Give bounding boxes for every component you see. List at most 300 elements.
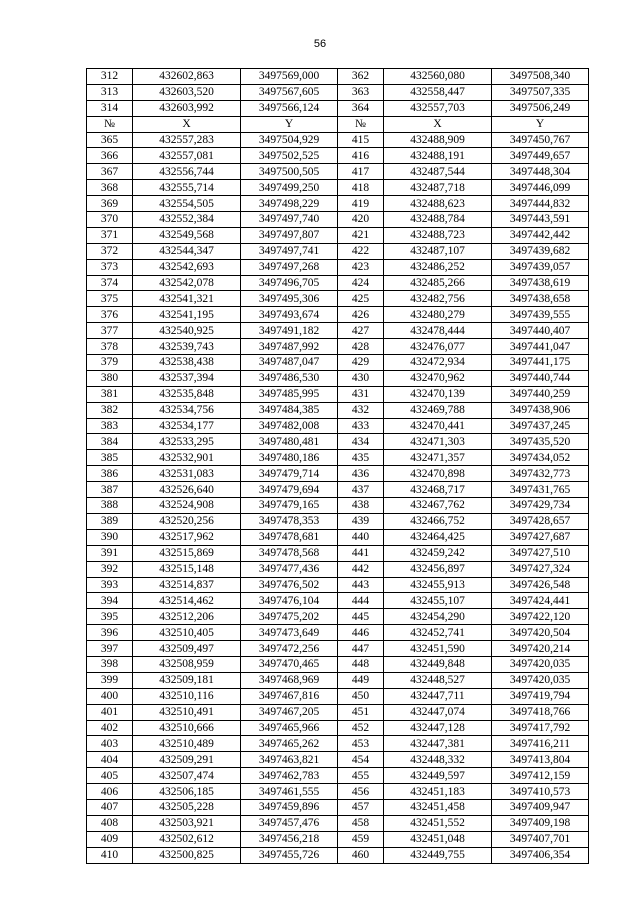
point-number-cell: 438 bbox=[338, 498, 384, 514]
table-row bbox=[87, 212, 589, 228]
point-number-cell: 406 bbox=[87, 784, 133, 800]
x-coordinate-cell: 432514,837 bbox=[133, 577, 241, 593]
x-coordinate-cell: 432488,623 bbox=[384, 196, 492, 212]
x-coordinate-cell: 432557,283 bbox=[133, 132, 241, 148]
table-row bbox=[87, 243, 589, 259]
y-coordinate-cell: 3497427,324 bbox=[492, 561, 589, 577]
x-coordinate-cell: 432452,741 bbox=[384, 625, 492, 641]
x-coordinate-cell: 432486,252 bbox=[384, 259, 492, 275]
table-row bbox=[87, 545, 589, 561]
table-row bbox=[87, 784, 589, 800]
x-coordinate-cell: 432451,458 bbox=[384, 799, 492, 815]
point-number-cell: 312 bbox=[87, 69, 133, 85]
y-coordinate-cell: 3497412,159 bbox=[492, 768, 589, 784]
page-number: 56 bbox=[313, 38, 327, 50]
x-coordinate-cell: 432488,909 bbox=[384, 132, 492, 148]
y-coordinate-cell: 3497440,407 bbox=[492, 323, 589, 339]
y-coordinate-cell: 3497495,306 bbox=[241, 291, 338, 307]
y-coordinate-cell: 3497463,821 bbox=[241, 752, 338, 768]
point-number-cell: 416 bbox=[338, 148, 384, 164]
y-coordinate-cell: Y bbox=[241, 116, 338, 132]
table-row bbox=[87, 291, 589, 307]
y-coordinate-cell: 3497498,229 bbox=[241, 196, 338, 212]
point-number-cell: 372 bbox=[87, 243, 133, 259]
point-number-cell: 422 bbox=[338, 243, 384, 259]
y-coordinate-cell: 3497493,674 bbox=[241, 307, 338, 323]
table-row bbox=[87, 561, 589, 577]
point-number-cell: 400 bbox=[87, 688, 133, 704]
y-coordinate-cell: 3497457,476 bbox=[241, 815, 338, 831]
x-coordinate-cell: 432454,290 bbox=[384, 609, 492, 625]
x-coordinate-cell: 432537,394 bbox=[133, 370, 241, 386]
x-coordinate-cell: 432540,925 bbox=[133, 323, 241, 339]
point-number-cell: 387 bbox=[87, 482, 133, 498]
point-number-cell: 427 bbox=[338, 323, 384, 339]
point-number-cell: 419 bbox=[338, 196, 384, 212]
table-row bbox=[87, 164, 589, 180]
x-coordinate-cell: 432509,181 bbox=[133, 672, 241, 688]
y-coordinate-cell: 3497486,530 bbox=[241, 370, 338, 386]
table-row bbox=[87, 259, 589, 275]
x-coordinate-cell: 432558,447 bbox=[384, 84, 492, 100]
y-coordinate-cell: 3497449,657 bbox=[492, 148, 589, 164]
x-coordinate-cell: 432542,693 bbox=[133, 259, 241, 275]
point-number-cell: 439 bbox=[338, 513, 384, 529]
y-coordinate-cell: 3497438,906 bbox=[492, 402, 589, 418]
x-coordinate-cell: 432447,711 bbox=[384, 688, 492, 704]
x-coordinate-cell: 432555,714 bbox=[133, 180, 241, 196]
y-coordinate-cell: 3497506,249 bbox=[492, 100, 589, 116]
x-coordinate-cell: 432510,491 bbox=[133, 704, 241, 720]
table-row bbox=[87, 434, 589, 450]
x-coordinate-cell: 432526,640 bbox=[133, 482, 241, 498]
y-coordinate-cell: 3497439,555 bbox=[492, 307, 589, 323]
x-coordinate-cell: 432533,295 bbox=[133, 434, 241, 450]
point-number-cell: 410 bbox=[87, 847, 133, 863]
y-coordinate-cell: 3497478,681 bbox=[241, 529, 338, 545]
y-coordinate-cell: 3497478,568 bbox=[241, 545, 338, 561]
y-coordinate-cell: 3497450,767 bbox=[492, 132, 589, 148]
table-row bbox=[87, 370, 589, 386]
point-number-cell: 432 bbox=[338, 402, 384, 418]
point-number-cell: 458 bbox=[338, 815, 384, 831]
table-row bbox=[87, 688, 589, 704]
x-coordinate-cell: 432532,901 bbox=[133, 450, 241, 466]
table-row bbox=[87, 593, 589, 609]
point-number-cell: 398 bbox=[87, 656, 133, 672]
y-coordinate-cell: 3497441,175 bbox=[492, 355, 589, 371]
x-coordinate-cell: 432451,590 bbox=[384, 641, 492, 657]
x-coordinate-cell: 432487,107 bbox=[384, 243, 492, 259]
table-row bbox=[87, 402, 589, 418]
point-number-cell: 407 bbox=[87, 799, 133, 815]
x-coordinate-cell: 432541,195 bbox=[133, 307, 241, 323]
x-coordinate-cell: 432510,116 bbox=[133, 688, 241, 704]
table-row bbox=[87, 196, 589, 212]
table-row bbox=[87, 768, 589, 784]
point-number-cell: 388 bbox=[87, 498, 133, 514]
y-coordinate-cell: 3497462,783 bbox=[241, 768, 338, 784]
point-number-cell: 444 bbox=[338, 593, 384, 609]
point-number-cell: 433 bbox=[338, 418, 384, 434]
point-number-cell: 431 bbox=[338, 386, 384, 402]
point-number-cell: 428 bbox=[338, 339, 384, 355]
x-coordinate-cell: 432538,438 bbox=[133, 355, 241, 371]
table-row bbox=[87, 69, 589, 85]
y-coordinate-cell: 3497434,052 bbox=[492, 450, 589, 466]
y-coordinate-cell: 3497417,792 bbox=[492, 720, 589, 736]
y-coordinate-cell: 3497441,047 bbox=[492, 339, 589, 355]
y-coordinate-cell: Y bbox=[492, 116, 589, 132]
x-coordinate-cell: 432506,185 bbox=[133, 784, 241, 800]
x-coordinate-cell: 432524,908 bbox=[133, 498, 241, 514]
x-coordinate-cell: 432539,743 bbox=[133, 339, 241, 355]
y-coordinate-cell: 3497467,816 bbox=[241, 688, 338, 704]
x-coordinate-cell: 432602,863 bbox=[133, 69, 241, 85]
x-coordinate-cell: 432542,078 bbox=[133, 275, 241, 291]
x-coordinate-cell: 432531,083 bbox=[133, 466, 241, 482]
point-number-cell: 376 bbox=[87, 307, 133, 323]
table-row bbox=[87, 831, 589, 847]
y-coordinate-cell: 3497477,436 bbox=[241, 561, 338, 577]
point-number-cell: 402 bbox=[87, 720, 133, 736]
y-coordinate-cell: 3497448,304 bbox=[492, 164, 589, 180]
y-coordinate-cell: 3497431,765 bbox=[492, 482, 589, 498]
table-row bbox=[87, 323, 589, 339]
x-coordinate-cell: 432557,703 bbox=[384, 100, 492, 116]
point-number-cell: 374 bbox=[87, 275, 133, 291]
x-coordinate-cell: 432509,291 bbox=[133, 752, 241, 768]
x-coordinate-cell: 432478,444 bbox=[384, 323, 492, 339]
y-coordinate-cell: 3497424,441 bbox=[492, 593, 589, 609]
y-coordinate-cell: 3497569,000 bbox=[241, 69, 338, 85]
table-row bbox=[87, 227, 589, 243]
point-number-cell: 365 bbox=[87, 132, 133, 148]
y-coordinate-cell: 3497410,573 bbox=[492, 784, 589, 800]
point-number-cell: 405 bbox=[87, 768, 133, 784]
y-coordinate-cell: 3497439,682 bbox=[492, 243, 589, 259]
point-number-cell: 443 bbox=[338, 577, 384, 593]
x-coordinate-cell: 432459,242 bbox=[384, 545, 492, 561]
point-number-cell: 397 bbox=[87, 641, 133, 657]
point-number-cell: 375 bbox=[87, 291, 133, 307]
point-number-cell: 394 bbox=[87, 593, 133, 609]
x-coordinate-cell: 432509,497 bbox=[133, 641, 241, 657]
point-number-cell: 390 bbox=[87, 529, 133, 545]
x-coordinate-cell: 432451,183 bbox=[384, 784, 492, 800]
y-coordinate-cell: 3497491,182 bbox=[241, 323, 338, 339]
table-row bbox=[87, 513, 589, 529]
point-number-cell: 371 bbox=[87, 227, 133, 243]
y-coordinate-cell: 3497480,481 bbox=[241, 434, 338, 450]
point-number-cell: 364 bbox=[338, 100, 384, 116]
point-number-cell: 409 bbox=[87, 831, 133, 847]
x-coordinate-cell: 432480,279 bbox=[384, 307, 492, 323]
x-coordinate-cell: 432449,848 bbox=[384, 656, 492, 672]
y-coordinate-cell: 3497465,966 bbox=[241, 720, 338, 736]
y-coordinate-cell: 3497420,504 bbox=[492, 625, 589, 641]
x-coordinate-cell: 432554,505 bbox=[133, 196, 241, 212]
y-coordinate-cell: 3497508,340 bbox=[492, 69, 589, 85]
table-row bbox=[87, 641, 589, 657]
x-coordinate-cell: 432500,825 bbox=[133, 847, 241, 863]
x-coordinate-cell: 432447,074 bbox=[384, 704, 492, 720]
point-number-cell: 442 bbox=[338, 561, 384, 577]
x-coordinate-cell: 432549,568 bbox=[133, 227, 241, 243]
y-coordinate-cell: 3497432,773 bbox=[492, 466, 589, 482]
point-number-cell: 450 bbox=[338, 688, 384, 704]
point-number-cell: 454 bbox=[338, 752, 384, 768]
x-coordinate-cell: 432448,332 bbox=[384, 752, 492, 768]
y-coordinate-cell: 3497475,202 bbox=[241, 609, 338, 625]
x-coordinate-cell: 432476,077 bbox=[384, 339, 492, 355]
table-row bbox=[87, 529, 589, 545]
x-coordinate-cell: 432488,723 bbox=[384, 227, 492, 243]
point-number-cell: 429 bbox=[338, 355, 384, 371]
point-number-cell: 396 bbox=[87, 625, 133, 641]
y-coordinate-cell: 3497470,465 bbox=[241, 656, 338, 672]
y-coordinate-cell: 3497416,211 bbox=[492, 736, 589, 752]
point-number-cell: 420 bbox=[338, 212, 384, 228]
y-coordinate-cell: 3497497,268 bbox=[241, 259, 338, 275]
x-coordinate-cell: 432487,718 bbox=[384, 180, 492, 196]
table-row bbox=[87, 307, 589, 323]
x-coordinate-cell: 432487,544 bbox=[384, 164, 492, 180]
x-coordinate-cell: 432556,744 bbox=[133, 164, 241, 180]
y-coordinate-cell: 3497456,218 bbox=[241, 831, 338, 847]
x-coordinate-cell: 432503,921 bbox=[133, 815, 241, 831]
coordinates-table-body bbox=[87, 69, 589, 864]
table-row bbox=[87, 450, 589, 466]
point-number-cell: 451 bbox=[338, 704, 384, 720]
y-coordinate-cell: 3497439,057 bbox=[492, 259, 589, 275]
x-coordinate-cell: 432515,148 bbox=[133, 561, 241, 577]
x-coordinate-cell: 432552,384 bbox=[133, 212, 241, 228]
point-number-cell: 393 bbox=[87, 577, 133, 593]
x-coordinate-cell: 432455,913 bbox=[384, 577, 492, 593]
x-coordinate-cell: 432447,128 bbox=[384, 720, 492, 736]
y-coordinate-cell: 3497440,259 bbox=[492, 386, 589, 402]
x-coordinate-cell: 432510,405 bbox=[133, 625, 241, 641]
x-coordinate-cell: 432482,756 bbox=[384, 291, 492, 307]
point-number-cell: 440 bbox=[338, 529, 384, 545]
x-coordinate-cell: 432449,597 bbox=[384, 768, 492, 784]
y-coordinate-cell: 3497468,969 bbox=[241, 672, 338, 688]
y-coordinate-cell: 3497496,705 bbox=[241, 275, 338, 291]
point-number-cell: № bbox=[338, 116, 384, 132]
point-number-cell: 369 bbox=[87, 196, 133, 212]
point-number-cell: 421 bbox=[338, 227, 384, 243]
y-coordinate-cell: 3497497,740 bbox=[241, 212, 338, 228]
table-row bbox=[87, 482, 589, 498]
table-row bbox=[87, 275, 589, 291]
x-coordinate-cell: 432517,962 bbox=[133, 529, 241, 545]
y-coordinate-cell: 3497443,591 bbox=[492, 212, 589, 228]
point-number-cell: 395 bbox=[87, 609, 133, 625]
y-coordinate-cell: 3497566,124 bbox=[241, 100, 338, 116]
y-coordinate-cell: 3497438,658 bbox=[492, 291, 589, 307]
table-row bbox=[87, 609, 589, 625]
table-row bbox=[87, 132, 589, 148]
x-coordinate-cell: 432468,717 bbox=[384, 482, 492, 498]
x-coordinate-cell: 432470,962 bbox=[384, 370, 492, 386]
point-number-cell: 435 bbox=[338, 450, 384, 466]
y-coordinate-cell: 3497478,353 bbox=[241, 513, 338, 529]
table-row bbox=[87, 148, 589, 164]
point-number-cell: 377 bbox=[87, 323, 133, 339]
x-coordinate-cell: 432449,755 bbox=[384, 847, 492, 863]
y-coordinate-cell: 3497487,992 bbox=[241, 339, 338, 355]
table-row bbox=[87, 386, 589, 402]
x-coordinate-cell: 432510,489 bbox=[133, 736, 241, 752]
x-coordinate-cell: 432508,959 bbox=[133, 656, 241, 672]
x-coordinate-cell: 432541,321 bbox=[133, 291, 241, 307]
y-coordinate-cell: 3497427,687 bbox=[492, 529, 589, 545]
x-coordinate-cell: 432447,381 bbox=[384, 736, 492, 752]
y-coordinate-cell: 3497438,619 bbox=[492, 275, 589, 291]
y-coordinate-cell: 3497499,250 bbox=[241, 180, 338, 196]
x-coordinate-cell: 432514,462 bbox=[133, 593, 241, 609]
point-number-cell: 449 bbox=[338, 672, 384, 688]
point-number-cell: 368 bbox=[87, 180, 133, 196]
y-coordinate-cell: 3497426,548 bbox=[492, 577, 589, 593]
table-row bbox=[87, 815, 589, 831]
y-coordinate-cell: 3497420,214 bbox=[492, 641, 589, 657]
x-coordinate-cell: X bbox=[384, 116, 492, 132]
point-number-cell: 441 bbox=[338, 545, 384, 561]
y-coordinate-cell: 3497444,832 bbox=[492, 196, 589, 212]
table-row bbox=[87, 180, 589, 196]
coordinates-table bbox=[86, 68, 589, 864]
table-row bbox=[87, 577, 589, 593]
point-number-cell: 447 bbox=[338, 641, 384, 657]
y-coordinate-cell: 3497427,510 bbox=[492, 545, 589, 561]
y-coordinate-cell: 3497435,520 bbox=[492, 434, 589, 450]
x-coordinate-cell: 432466,752 bbox=[384, 513, 492, 529]
table-row bbox=[87, 704, 589, 720]
y-coordinate-cell: 3497437,245 bbox=[492, 418, 589, 434]
table-row bbox=[87, 355, 589, 371]
y-coordinate-cell: 3497500,505 bbox=[241, 164, 338, 180]
y-coordinate-cell: 3497422,120 bbox=[492, 609, 589, 625]
point-number-cell: 401 bbox=[87, 704, 133, 720]
x-coordinate-cell: 432488,191 bbox=[384, 148, 492, 164]
point-number-cell: 418 bbox=[338, 180, 384, 196]
x-coordinate-cell: 432488,784 bbox=[384, 212, 492, 228]
table-row bbox=[87, 339, 589, 355]
point-number-cell: 392 bbox=[87, 561, 133, 577]
point-number-cell: № bbox=[87, 116, 133, 132]
y-coordinate-cell: 3497406,354 bbox=[492, 847, 589, 863]
y-coordinate-cell: 3497487,047 bbox=[241, 355, 338, 371]
y-coordinate-cell: 3497440,744 bbox=[492, 370, 589, 386]
point-number-cell: 445 bbox=[338, 609, 384, 625]
point-number-cell: 380 bbox=[87, 370, 133, 386]
x-coordinate-cell: 432456,897 bbox=[384, 561, 492, 577]
point-number-cell: 436 bbox=[338, 466, 384, 482]
x-coordinate-cell: 432470,441 bbox=[384, 418, 492, 434]
point-number-cell: 430 bbox=[338, 370, 384, 386]
point-number-cell: 379 bbox=[87, 355, 133, 371]
point-number-cell: 415 bbox=[338, 132, 384, 148]
x-coordinate-cell: 432469,788 bbox=[384, 402, 492, 418]
x-coordinate-cell: 432512,206 bbox=[133, 609, 241, 625]
y-coordinate-cell: 3497459,896 bbox=[241, 799, 338, 815]
point-number-cell: 460 bbox=[338, 847, 384, 863]
y-coordinate-cell: 3497484,385 bbox=[241, 402, 338, 418]
point-number-cell: 424 bbox=[338, 275, 384, 291]
y-coordinate-cell: 3497461,555 bbox=[241, 784, 338, 800]
y-coordinate-cell: 3497407,701 bbox=[492, 831, 589, 847]
x-coordinate-cell: 432534,177 bbox=[133, 418, 241, 434]
y-coordinate-cell: 3497455,726 bbox=[241, 847, 338, 863]
y-coordinate-cell: 3497473,649 bbox=[241, 625, 338, 641]
y-coordinate-cell: 3497446,099 bbox=[492, 180, 589, 196]
y-coordinate-cell: 3497482,008 bbox=[241, 418, 338, 434]
point-number-cell: 403 bbox=[87, 736, 133, 752]
point-number-cell: 452 bbox=[338, 720, 384, 736]
x-coordinate-cell: 432464,425 bbox=[384, 529, 492, 545]
point-number-cell: 448 bbox=[338, 656, 384, 672]
point-number-cell: 382 bbox=[87, 402, 133, 418]
table-row bbox=[87, 625, 589, 641]
point-number-cell: 455 bbox=[338, 768, 384, 784]
point-number-cell: 386 bbox=[87, 466, 133, 482]
x-coordinate-cell: 432451,552 bbox=[384, 815, 492, 831]
point-number-cell: 389 bbox=[87, 513, 133, 529]
y-coordinate-cell: 3497409,198 bbox=[492, 815, 589, 831]
x-coordinate-cell: 432451,048 bbox=[384, 831, 492, 847]
y-coordinate-cell: 3497420,035 bbox=[492, 656, 589, 672]
y-coordinate-cell: 3497480,186 bbox=[241, 450, 338, 466]
x-coordinate-cell: 432544,347 bbox=[133, 243, 241, 259]
y-coordinate-cell: 3497497,807 bbox=[241, 227, 338, 243]
table-row bbox=[87, 752, 589, 768]
y-coordinate-cell: 3497567,605 bbox=[241, 84, 338, 100]
x-coordinate-cell: 432534,756 bbox=[133, 402, 241, 418]
point-number-cell: 453 bbox=[338, 736, 384, 752]
point-number-cell: 399 bbox=[87, 672, 133, 688]
point-number-cell: 459 bbox=[338, 831, 384, 847]
x-coordinate-cell: 432510,666 bbox=[133, 720, 241, 736]
point-number-cell: 425 bbox=[338, 291, 384, 307]
y-coordinate-cell: 3497476,104 bbox=[241, 593, 338, 609]
table-row bbox=[87, 84, 589, 100]
table-row bbox=[87, 418, 589, 434]
y-coordinate-cell: 3497409,947 bbox=[492, 799, 589, 815]
point-number-cell: 457 bbox=[338, 799, 384, 815]
x-coordinate-cell: 432535,848 bbox=[133, 386, 241, 402]
x-coordinate-cell: 432455,107 bbox=[384, 593, 492, 609]
point-number-cell: 313 bbox=[87, 84, 133, 100]
point-number-cell: 381 bbox=[87, 386, 133, 402]
table-row bbox=[87, 847, 589, 863]
y-coordinate-cell: 3497507,335 bbox=[492, 84, 589, 100]
y-coordinate-cell: 3497485,995 bbox=[241, 386, 338, 402]
x-coordinate-cell: 432485,266 bbox=[384, 275, 492, 291]
x-coordinate-cell: 432502,612 bbox=[133, 831, 241, 847]
y-coordinate-cell: 3497472,256 bbox=[241, 641, 338, 657]
x-coordinate-cell: 432603,520 bbox=[133, 84, 241, 100]
y-coordinate-cell: 3497428,657 bbox=[492, 513, 589, 529]
x-coordinate-cell: 432560,080 bbox=[384, 69, 492, 85]
x-coordinate-cell: 432448,527 bbox=[384, 672, 492, 688]
point-number-cell: 366 bbox=[87, 148, 133, 164]
y-coordinate-cell: 3497476,502 bbox=[241, 577, 338, 593]
table-row bbox=[87, 720, 589, 736]
x-coordinate-cell: 432472,934 bbox=[384, 355, 492, 371]
table-header-row bbox=[87, 116, 589, 132]
